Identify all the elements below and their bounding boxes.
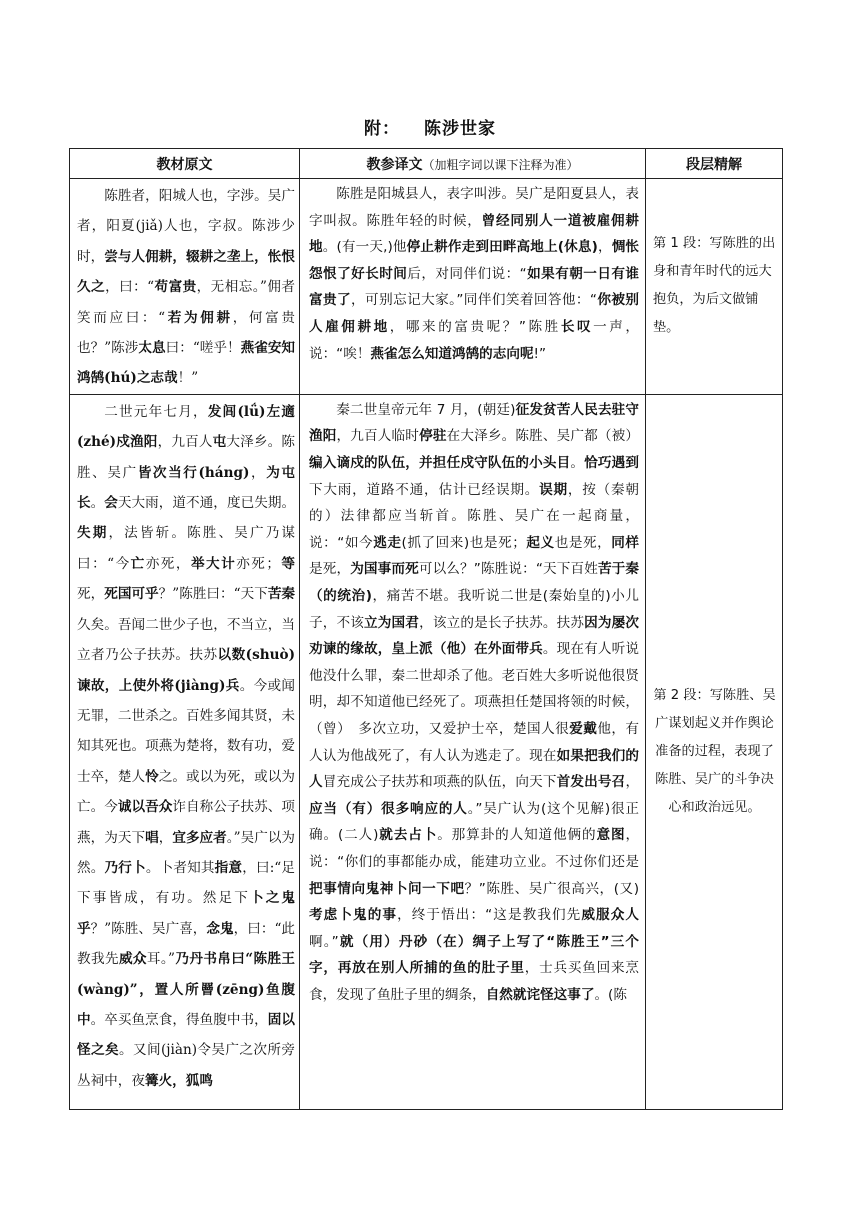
bold-segment: 编入谪戍的队伍，并担任戍守队伍的小头目 xyxy=(309,455,571,472)
text-segment: 大泽乡。陈胜、吴广 xyxy=(77,434,296,481)
original-text-cell xyxy=(70,394,300,1109)
text-segment: 啊。” xyxy=(309,933,339,950)
table-row xyxy=(70,179,783,395)
text-segment: ， xyxy=(158,829,173,846)
text-segment: ，无相忘。”佣者笑而应曰：“ xyxy=(77,279,296,326)
bold-segment: 威服众人 xyxy=(581,907,640,924)
bold-segment: 意图 xyxy=(596,827,626,844)
bold-segment: 以数(shuò)谏故，上使外将(jiàng)兵 xyxy=(77,647,296,694)
translation-text-cell xyxy=(300,179,646,395)
comparison-table xyxy=(69,148,783,1110)
bold-segment: 死国可乎 xyxy=(104,586,159,603)
bold-segment: 为国事而死 xyxy=(350,561,419,578)
bold-segment: 宜多应者 xyxy=(172,829,227,846)
bold-segment: ，狐鸣 xyxy=(172,1072,213,1089)
text-segment: ， xyxy=(597,239,612,256)
text-segment: 天大雨，道不通，度已失期。 xyxy=(117,495,296,512)
bold-segment: 应当（有）很多响应的人 xyxy=(309,800,468,817)
text-segment: 他，有人认为他战死了，有人认为逃走了。现在 xyxy=(309,720,640,764)
text-segment: 。(陈 xyxy=(594,986,627,1003)
text-segment: ，该立的是长子扶苏。扶苏 xyxy=(419,614,585,631)
text-segment: ？”陈胜、吴广很高兴，(又) xyxy=(464,880,639,897)
bold-segment: 曾经同别人一道被雇佣耕地 xyxy=(309,212,640,256)
bold-segment: 皆次当行(háng) xyxy=(137,464,250,481)
text-segment: ，哪来的富贵呢？”陈胜 xyxy=(389,318,561,335)
text-segment: 。 xyxy=(570,455,585,472)
bold-segment: 立为国君 xyxy=(364,614,420,631)
bold-segment: 等 xyxy=(279,555,296,572)
bold-segment: 逃走 xyxy=(373,534,402,551)
text-segment: ，曰：“此教我先 xyxy=(77,920,296,968)
bold-segment: 唱 xyxy=(145,829,159,846)
text-segment: ， xyxy=(249,464,267,481)
bold-segment: 你被别人雇佣耕地 xyxy=(309,292,640,335)
bold-segment: 自然就诧怪这事了 xyxy=(485,986,595,1003)
text-segment: 也是死， xyxy=(554,534,612,551)
text-segment: 。又间(jiàn)令吴广之次所旁丛祠中，夜 xyxy=(77,1042,296,1089)
bold-segment: 怜 xyxy=(145,768,159,785)
text-segment: (抓了回来)也是死； xyxy=(401,534,526,551)
original-text-cell xyxy=(70,179,300,395)
text-segment: 。(有一天,)他 xyxy=(322,239,407,256)
text-segment: ，终于悟出：“这是教我们先 xyxy=(397,907,582,924)
bold-segment: 指意 xyxy=(214,859,243,876)
bold-segment: 惆怅怨恨了好长时间 xyxy=(309,239,640,282)
bold-segment: 爱戴 xyxy=(569,720,598,737)
text-segment: ，可别忘记大家。”同伴们笑着回答他：“ xyxy=(351,292,597,309)
bold-segment: 把事情向鬼神卜问一下吧 xyxy=(309,880,465,897)
bold-segment: 首发出号召 xyxy=(556,774,626,791)
bold-segment: 就去占卜 xyxy=(378,827,438,844)
text-segment: 秦二世皇帝元年 7 月，(朝廷) xyxy=(336,401,516,418)
text-segment: ，法皆斩。陈胜、吴广乃谋曰：“今 xyxy=(77,525,296,572)
text-segment: ，按（秦朝的）法律都应当斩首。陈胜、吴广在一起商量，说：“如今 xyxy=(309,481,640,551)
bold-segment: 举大计 xyxy=(190,555,237,572)
bold-segment: 停止耕作走到田畔高地上(休息) xyxy=(406,239,598,256)
table-row xyxy=(70,394,783,1109)
bold-segment: 长叹 xyxy=(560,318,594,335)
text-segment: 。”吴广以为然。 xyxy=(77,829,296,876)
text-segment: 冒充成公子扶苏和项燕的队伍，向天下 xyxy=(322,774,557,791)
text-segment: 死， xyxy=(77,586,105,603)
title-prefix: 附： xyxy=(364,119,400,139)
text-segment: 二世元年七月， xyxy=(104,403,208,420)
text-segment: 在大泽乡。陈胜、吴广都（被） xyxy=(446,428,640,445)
text-segment: 。卜者知其 xyxy=(145,859,215,876)
bold-segment: “陈胜王(wàng)”，置人所罾(zēng)鱼腹中 xyxy=(77,951,296,1028)
text-segment: ，士兵买鱼回来烹食，发现了鱼肚子里的绸条， xyxy=(309,960,640,1003)
text-segment: ，曰:“足下事皆成，有功。然足下 xyxy=(77,859,296,907)
bold-segment: 恰巧遇到 xyxy=(584,455,640,472)
bold-segment: 如果有朝一日有谁富贵了 xyxy=(309,265,640,309)
bold-segment: 为屯长 xyxy=(77,464,295,512)
analysis-cell: 第 1 段：写陈胜的出身和青年时代的远大抱负，为后文做铺垫。 xyxy=(646,179,783,395)
bold-segment: 误期 xyxy=(539,481,568,498)
bold-segment: 起义 xyxy=(525,534,555,551)
bold-segment: 诚以吾众 xyxy=(117,799,173,816)
text-segment: 。现在有人听说他没什么罪，秦二世却杀了他。老百姓大多听说他很贤明，却不知道他已经死了。项燕担任楚国将领的时候，（曾） 多次立功，又爱护士卒，楚国人很 xyxy=(309,641,640,737)
text-segment: ，说：“你们的事都能办成，能建功立业。不过你们还是 xyxy=(309,827,640,870)
text-segment: 亦死； xyxy=(236,555,280,572)
bold-segment: 考虑卜鬼的事 xyxy=(309,907,398,924)
text-segment: 是死， xyxy=(309,561,351,578)
bold-segment: 失期 xyxy=(77,525,109,542)
bold-segment: 念鬼 xyxy=(206,920,234,937)
text-segment: 。”吴广认为(这个见解)很正确。(二人) xyxy=(309,800,639,844)
bold-segment: 尝与人佣耕，辍耕之垄上，怅恨久之 xyxy=(77,248,296,296)
bold-segment: 会 xyxy=(104,495,118,512)
bold-segment: 太息 xyxy=(138,340,166,357)
bold-segment: 屯 xyxy=(212,434,227,451)
header-row xyxy=(70,149,783,179)
header-analysis: 段层精解 xyxy=(646,149,783,179)
text-segment: 一声，说：“唉！ xyxy=(309,318,640,362)
text-segment: !” xyxy=(533,345,547,362)
bold-segment: 征发贫苦人民去驻守渔阳 xyxy=(309,401,639,445)
bold-segment: 同样 xyxy=(611,534,640,551)
text-segment: 可以么？”陈胜说：“天下百姓 xyxy=(418,561,598,578)
bold-segment: 停驻 xyxy=(419,428,447,445)
text-segment: ， xyxy=(625,774,640,791)
text-segment: 下大雨，道路不通，估计已经误期。 xyxy=(309,481,540,498)
bold-segment: 乃行卜 xyxy=(104,859,146,876)
text-segment: ，九百人 xyxy=(157,434,213,451)
header-translation-note: （加粗字词以课下注释为准） xyxy=(422,157,579,172)
bold-segment: 苦于秦（的统治) xyxy=(309,561,640,604)
bold-segment: 就（用）丹砂（在）绸子上写了“陈胜王”三个字，再放在别人所捕的鱼的肚子里 xyxy=(309,933,639,977)
header-translation: 教参译文（加粗字词以课下注释为准） xyxy=(300,149,646,179)
text-segment: ，曰：“ xyxy=(105,279,155,296)
text-segment: ，痛苦不堪。我听说二世是(秦始皇的)小儿子，不该 xyxy=(309,588,640,631)
bold-segment: 苦秦 xyxy=(267,586,296,603)
text-segment: 曰：“嗟乎！ xyxy=(165,340,241,357)
bold-segment: 固以怪之矣 xyxy=(77,1011,296,1059)
bold-segment: 篝火 xyxy=(144,1072,173,1089)
bold-segment: 卜之鬼乎 xyxy=(77,890,296,937)
text-segment: 。 xyxy=(90,495,105,512)
translation-text-cell xyxy=(300,394,646,1109)
bold-segment: 因为屡次劝谏的缘故，皇上派（他）在外面带兵 xyxy=(309,614,640,658)
bold-segment: 发闾(lǘ)左適(zhé)戍渔阳 xyxy=(77,403,296,451)
bold-segment: 若为佣耕 xyxy=(165,309,233,326)
text-segment: 亦死， xyxy=(145,555,191,572)
text-segment: 陈胜是阳城县人，表字叫涉。吴广是阳夏县人，表字叫叔。陈胜年轻的时候， xyxy=(309,186,639,229)
text-segment: 久矣。吾闻二世少子也，不当立，当立者乃公子扶苏。扶苏 xyxy=(77,616,295,664)
title-main: 陈涉世家 xyxy=(424,119,496,139)
text-segment: ，九百人临时 xyxy=(336,428,420,445)
bold-segment: 威众 xyxy=(118,951,147,968)
text-segment: ？”陈胜曰：“天下 xyxy=(158,586,268,603)
bold-segment: 苟富贵 xyxy=(154,279,197,296)
text-segment: ，何富贵也？”陈涉 xyxy=(77,309,295,357)
bold-segment: 燕雀安知鸿鹄(hú)之志哉 xyxy=(77,340,296,387)
bold-segment: 乃丹书帛曰 xyxy=(175,951,246,968)
text-segment: 后，对同伴们说：“ xyxy=(407,265,527,282)
text-segment: 之。或以为死，或以为亡。今 xyxy=(77,768,296,816)
text-segment: ！” xyxy=(177,370,199,387)
text-segment: 。今或闻无罪，二世杀之。百姓多闻其贤，未知其死也。项燕为楚将，数有功，爱士卒，楚人 xyxy=(77,677,295,785)
header-original: 教材原文 xyxy=(70,149,300,179)
page-title xyxy=(0,114,860,139)
bold-segment: 亡 xyxy=(130,555,146,572)
text-segment: 。那算卦的人知道他俩的 xyxy=(437,827,597,844)
text-segment: 耳。” xyxy=(146,951,175,968)
bold-segment: 如果把我们的人 xyxy=(309,747,640,791)
text-segment: ？”陈胜、吴广喜， xyxy=(90,920,207,937)
text-segment: 陈胜者，阳城人也，字涉。吴广者，阳夏(jiǎ)人也，字叔。陈涉少时， xyxy=(77,188,295,265)
bold-segment: 燕雀怎么知道鸿鹄的志向呢 xyxy=(370,345,534,362)
analysis-cell: 第 2 段：写陈胜、吴广谋划起义并作舆论准备的过程，表现了陈胜、吴广的斗争决心和政治远见。 xyxy=(646,394,783,1109)
text-segment: 。卒买鱼烹食，得鱼腹中书， xyxy=(90,1011,268,1028)
text-segment: 诈自称公子扶苏、项燕，为天下 xyxy=(77,799,296,846)
